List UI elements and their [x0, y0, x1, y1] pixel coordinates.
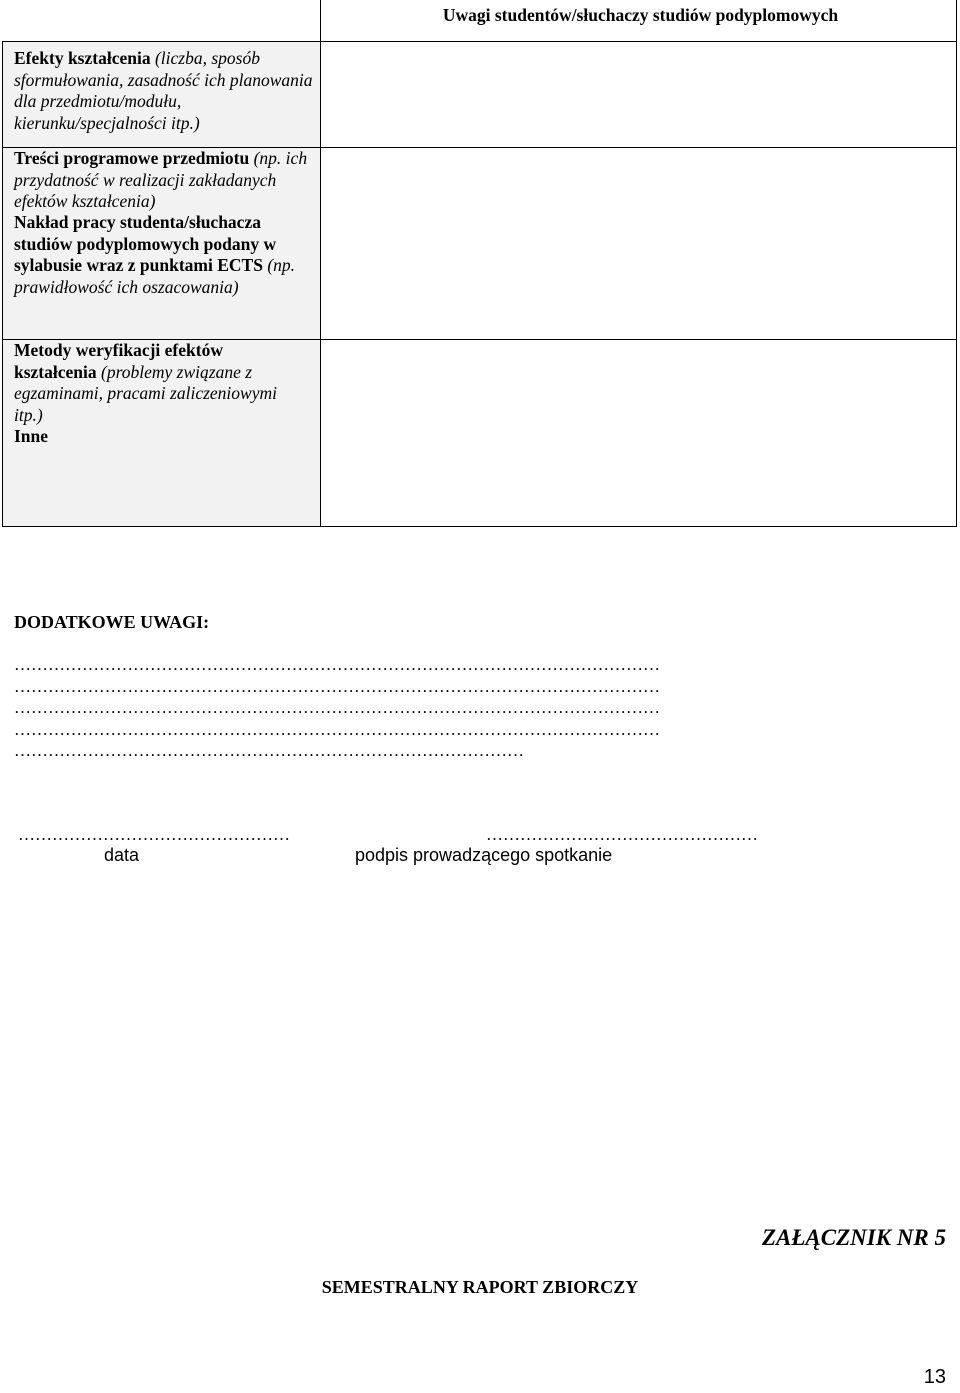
criteria-label-program-content: Treści programowe przedmiotu (np. ich przydatność w realizacji zakładanych efektów kształcenia) — [14, 148, 308, 211]
date-signature-line: ………………………………………… — [18, 825, 290, 844]
additional-remarks-title: DODATKOWE UWAGI: — [14, 612, 210, 632]
criteria-label-learning-outcomes: Efekty kształcenia (liczba, sposób sformułowania, zasadność ich planowania dla przedmiotu/modułu, kierunku/specjalności itp.) — [14, 48, 313, 133]
annex-label: ZAŁĄCZNIK NR 5 — [761, 1225, 946, 1250]
remarks-line: …………………………………………………………………………………………………… — [14, 720, 660, 739]
report-title: SEMESTRALNY RAPORT ZBIORCZY — [321, 1277, 639, 1297]
remarks-line: …………………………………………………………………………………………………… — [14, 677, 660, 696]
date-label: data — [104, 845, 140, 865]
criteria-label-verification-methods: Metody weryfikacji efektów kształcenia (problemy związane z egzaminami, pracami zaliczeniowymi itp.) — [14, 340, 277, 425]
remarks-line: ……………………………………………………………………………… — [14, 741, 524, 760]
remarks-line: …………………………………………………………………………………………………… — [14, 655, 660, 674]
signer-label: podpis prowadzącego spotkanie — [355, 845, 613, 865]
page-number: 13 — [923, 1366, 946, 1388]
feedback-table — [2, 0, 957, 527]
remarks-line: …………………………………………………………………………………………………… — [14, 698, 660, 717]
signer-signature-line: ………………………………………… — [486, 825, 758, 844]
criteria-label-other: Inne — [14, 426, 49, 446]
column-header: Uwagi studentów/słuchaczy studiów podyplomowych — [442, 5, 839, 25]
criteria-label-workload: Nakład pracy studenta/słuchacza studiów podyplomowych podany w sylabusie wraz z punktami ECTS (np. prawidłowość ich oszacowania) — [14, 212, 296, 297]
